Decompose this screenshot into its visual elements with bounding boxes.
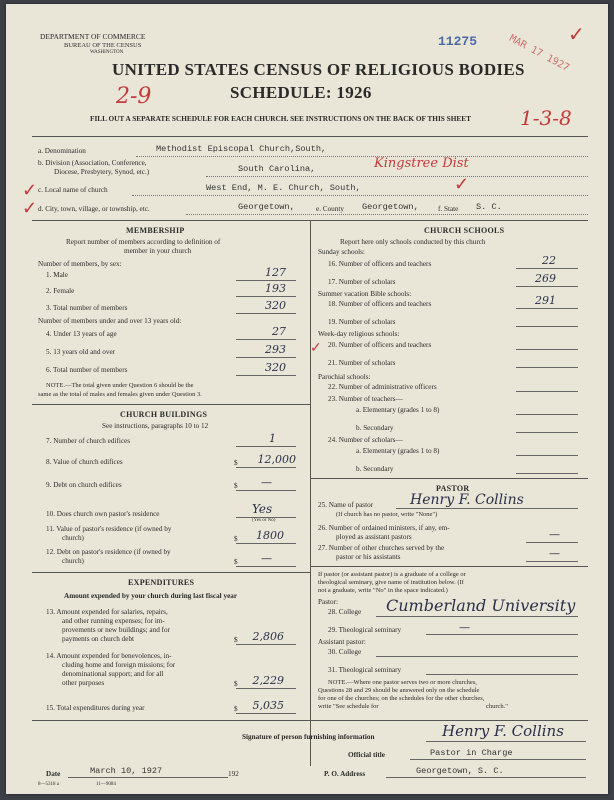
membership-note-2: same as the total of males and females given under Question 3. [38,391,202,398]
q11-label-2: church) [62,534,84,542]
local-name-label: c. Local name of church [38,186,108,194]
q17-value: 269 [535,272,556,285]
state-value: S. C. [476,202,502,212]
date-value: March 10, 1927 [90,766,163,776]
q23a-label: a. Elementary (grades 1 to 8) [356,406,440,414]
pastor-note-5: church." [486,703,508,710]
answer-line [526,542,578,543]
dollar-sign: $ [234,482,238,490]
divider [32,572,310,573]
graduate-instruction-2: theological seminary, give name of institution below. (If [318,579,464,586]
check-mark-icon: ✓ [568,24,585,46]
division-note: Kingstree Dist [374,156,469,171]
answer-line [236,280,296,281]
state-label: f. State [438,205,459,213]
schools-intro: Report here only schools conducted by this church [340,238,486,246]
q30-label: 30. College [328,648,362,656]
official-title-value: Pastor in Charge [430,748,513,758]
denomination-label: a. Denomination [38,147,86,155]
q10-value: Yes [252,502,273,516]
answer-line [236,644,296,645]
q14-label-4: other purposes [62,679,105,687]
q14-value: 2,229 [252,674,284,687]
fill-line [186,214,588,215]
signature-value: Henry F. Collins [442,722,564,740]
city-town-label: d. City, town, village, or township, etc. [38,205,150,213]
answer-line [236,543,296,544]
city-label: WASHINGTON [90,50,124,55]
pastor-subheading: Pastor: [318,598,338,606]
divider [310,566,588,567]
q19-label: 19. Number of scholars [328,318,396,326]
county-label: e. County [316,205,344,213]
q14-label: 14. Amount expended for benevolences, in- [46,652,172,660]
dollar-sign: $ [234,680,238,688]
q16-value: 22 [542,254,556,267]
answer-line [236,357,296,358]
answer-line [516,268,578,269]
answer-line [236,490,296,491]
q21-label: 21. Number of scholars [328,359,396,367]
q25-hint: (If church has no pastor, write "None") [336,511,438,518]
expenditures-intro: Amount expended by your church during last fiscal year [64,592,238,600]
q27-label-2: pastor or his assistants [336,553,401,561]
q6-label: 6. Total number of members [46,366,128,374]
answer-line [516,326,578,327]
q13-label-4: payments on church debt [62,635,135,643]
dollar-sign: $ [234,705,238,713]
dollar-sign: $ [234,459,238,467]
q9-value: — [261,476,272,489]
graduate-instruction-3: not a graduate, write "No" in the space indicated.) [318,587,448,594]
address-label: P. O. Address [324,770,366,778]
official-title-label: Official title [348,751,385,759]
address-value: Georgetown, S. C. [416,766,504,776]
answer-line [376,656,578,657]
division-label: b. Division (Association, Conference, [38,159,147,167]
q14-label-2: cluding home and foreign missions; for [62,661,176,669]
schools-title: CHURCH SCHOOLS [424,226,505,235]
schedule-title: SCHEDULE: 1926 [230,83,372,102]
answer-line [236,566,296,567]
by-age-label: Number of members under and over 13 years old: [38,317,182,325]
red-note-left: 2-9 [116,84,152,109]
dollar-sign: $ [234,636,238,644]
pastor-note-4: write "See schedule for [318,703,379,710]
answer-line [516,414,578,415]
assistant-subheading: Assistant pastor: [318,638,366,646]
form-title: UNITED STATES CENSUS OF RELIGIOUS BODIES [112,60,525,79]
q31-label: 31. Theological seminary [328,666,402,674]
q8-value: 12,000 [257,453,296,466]
q23-label: 23. Number of teachers— [328,395,403,403]
form-number: 8—5318 a [38,782,59,787]
q13-label-2: and other running expenses; for im- [62,617,165,625]
division-value: South Carolina, [238,164,316,174]
answer-line [386,777,586,778]
q7-value: 1 [269,432,276,445]
check-mark-icon: ✓ [454,174,470,194]
check-mark-icon: ✓ [310,341,322,356]
answer-line [426,634,578,635]
divider [310,478,588,479]
buildings-intro: See instructions, paragraphs 10 to 12 [102,422,209,430]
q12-label: 12. Debt on pastor's residence (if owned by [46,548,171,556]
membership-note: NOTE.—The total given under Question 6 should be the [46,382,194,389]
q20-label: 20. Number of officers and teachers [328,341,432,349]
q25-value: Henry F. Collins [410,492,524,508]
answer-line [516,432,578,433]
q26-label: 26. Number of ordained ministers, if any, em- [318,524,450,532]
q4-value: 27 [272,325,286,338]
answer-line [376,616,578,617]
pastor-note: NOTE.—Where one pastor serves two or more churches, [328,679,477,686]
q1-value: 127 [265,266,286,279]
q25-label: 25. Name of pastor [318,501,374,509]
q8-label: 8. Value of church edifices [46,458,123,466]
answer-line [410,759,586,760]
year-suffix: 192 [228,770,239,778]
q23b-label: b. Secondary [356,424,394,432]
divider [32,720,588,721]
answer-line [236,313,296,314]
q10-label: 10. Does church own pastor's residence [46,510,160,518]
department-label: DEPARTMENT OF COMMERCE [40,32,146,41]
q18-value: 291 [535,294,556,307]
q10-hint: (Yes or No) [252,518,276,523]
q5-label: 5. 13 years old and over [46,348,116,356]
q15-value: 5,035 [252,699,284,712]
q12-value: — [261,552,272,565]
membership-intro-2: member in your church [124,247,192,255]
q26-label-2: ployed as assistant pastors [336,533,412,541]
membership-intro: Report number of members according to definition of [66,238,221,246]
q14-label-3: denominational support; and for all [62,670,164,678]
q5-value: 293 [265,343,286,356]
buildings-title: CHURCH BUILDINGS [120,410,208,419]
q16-label: 16. Number of officers and teachers [328,260,432,268]
check-mark-icon: ✓ [22,198,38,218]
pastor-title: PASTOR [436,484,470,493]
instruction-line: FILL OUT A SEPARATE SCHEDULE FOR EACH CHURCH. SEE INSTRUCTIONS ON THE BACK OF THIS SHEET [90,114,472,123]
denomination-value: Methodist Episcopal Church,South, [156,144,327,154]
by-sex-label: Number of members, by sex: [38,260,122,268]
answer-line [516,391,578,392]
q13-label-3: provements or new buildings; and for [62,626,170,634]
q6-value: 320 [265,361,286,374]
pastor-note-3: for one of the churches; on the schedules for the other churches, [318,695,485,702]
q22-label: 22. Number of administrative officers [328,383,437,391]
column-divider [310,220,311,766]
print-number: 11—9084 [96,782,116,787]
answer-line [236,339,296,340]
divider [32,404,310,405]
date-label: Date [46,770,61,778]
summer-label: Summer vacation Bible schools: [318,290,412,298]
q11-value: 1800 [256,529,284,542]
answer-line [426,741,586,742]
answer-line [236,713,296,714]
fill-line [136,156,588,157]
q12-label-2: church) [62,557,84,565]
check-mark-icon: ✓ [22,180,38,200]
answer-line [236,296,296,297]
q2-value: 193 [265,282,286,295]
fill-line [206,176,588,177]
answer-line [236,446,296,447]
answer-line [516,473,578,474]
q29-value: — [459,621,470,634]
city-town-value: Georgetown, [238,202,295,212]
q1-label: 1. Male [46,271,68,279]
serial-number: 11275 [438,34,478,49]
q11-label: 11. Value of pastor's residence (if owned by [46,525,172,533]
answer-line [236,688,296,689]
q27-label: 27. Number of other churches served by the [318,544,445,552]
q3-label: 3. Total number of members [46,304,128,312]
answer-line [426,674,578,675]
answer-line [516,455,578,456]
answer-line [516,286,578,287]
bureau-label: BUREAU OF THE CENSUS [64,42,142,49]
q28-label: 28. College [328,608,362,616]
dollar-sign: $ [234,558,238,566]
q2-label: 2. Female [46,287,75,295]
graduate-instruction: If pastor (or assistant pastor) is a graduate of a college or [318,571,466,578]
answer-line [516,308,578,309]
answer-line [526,561,578,562]
q9-label: 9. Debt on church edifices [46,481,122,489]
county-value: Georgetown, [362,202,419,212]
dollar-sign: $ [234,535,238,543]
weekday-label: Week-day religious schools: [318,330,400,338]
divider [32,136,588,137]
answer-line [396,508,578,509]
local-name-value: West End, M. E. Church, South, [206,183,361,193]
signature-label: Signature of person furnishing information [242,733,375,741]
q29-label: 29. Theological seminary [328,626,402,634]
answer-line [236,375,296,376]
q24a-label: a. Elementary (grades 1 to 8) [356,447,440,455]
q17-label: 17. Number of scholars [328,278,396,286]
received-stamp: MAR 17 1927 [507,33,571,74]
red-note-right: 1-3-8 [520,106,572,130]
answer-line [516,367,578,368]
answer-line [236,517,296,518]
membership-title: MEMBERSHIP [126,226,185,235]
answer-line [236,467,296,468]
division-label-2: Diocese, Presbytery, Synod, etc.) [54,168,150,176]
q18-label: 18. Number of officers and teachers [328,300,432,308]
q24b-label: b. Secondary [356,465,394,473]
sunday-label: Sunday schools: [318,248,365,256]
q27-value: — [549,547,560,560]
q7-label: 7. Number of church edifices [46,437,131,445]
parochial-label: Parochial schools: [318,373,371,381]
q13-label: 13. Amount expended for salaries, repairs, [46,608,168,616]
q4-label: 4. Under 13 years of age [46,330,117,338]
q13-value: 2,806 [252,630,284,643]
q26-value: — [549,528,560,541]
q15-label: 15. Total expenditures during year [46,704,145,712]
q3-value: 320 [265,299,286,312]
census-schedule-sheet [6,4,608,794]
answer-line [68,777,228,778]
q24-label: 24. Number of scholars— [328,436,403,444]
pastor-note-2: Questions 28 and 29 should be answered only on the schedule [318,687,480,694]
fill-line [132,195,588,196]
answer-line [516,349,578,350]
expenditures-title: EXPENDITURES [128,578,195,587]
q28-value: Cumberland University [386,596,576,615]
